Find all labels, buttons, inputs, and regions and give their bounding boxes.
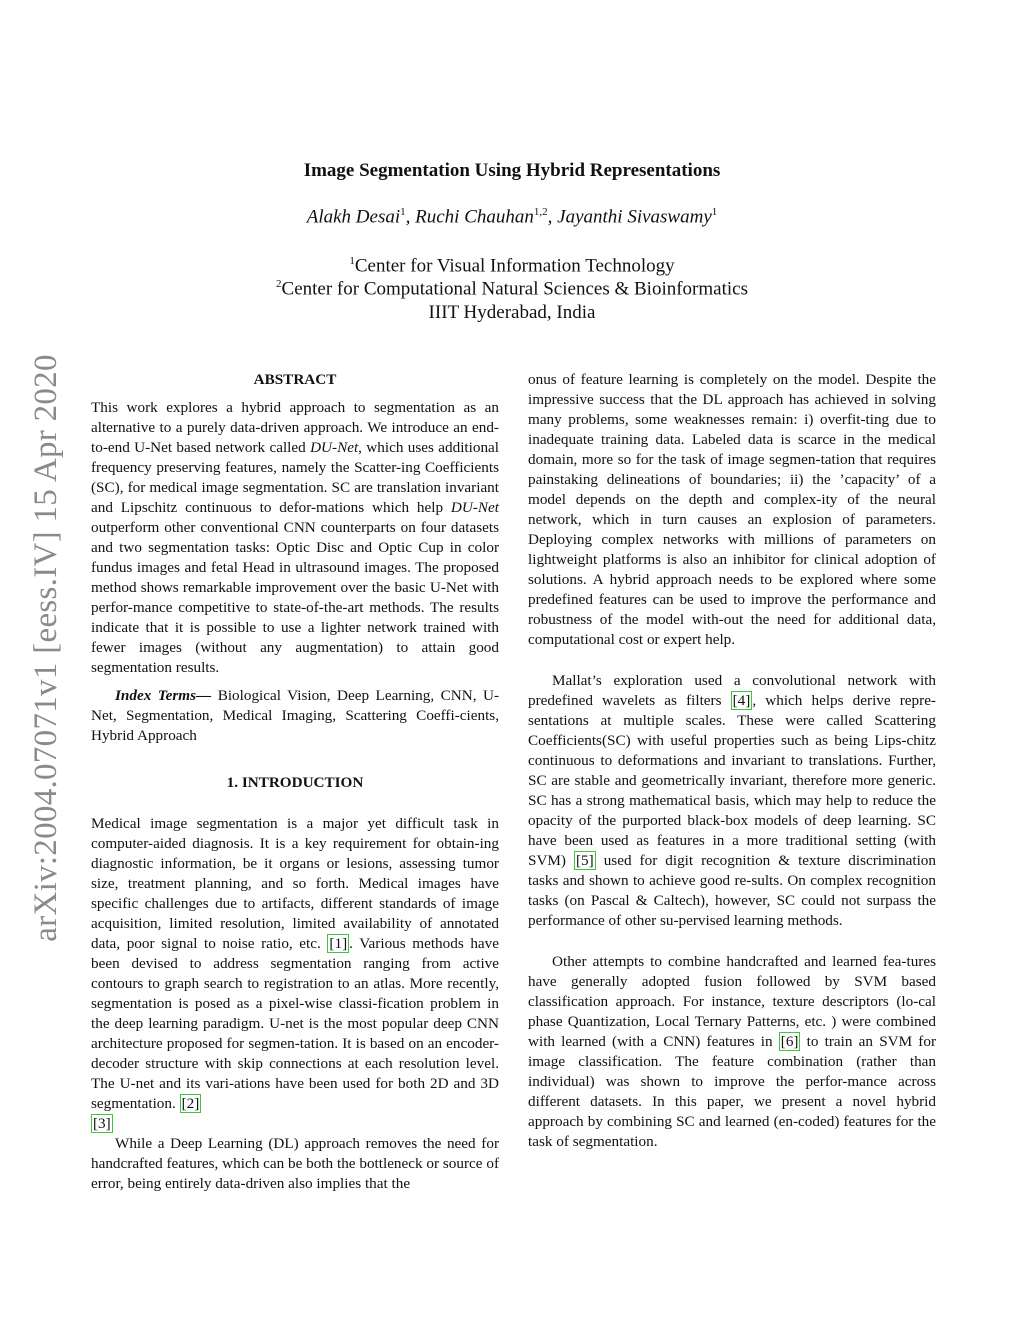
affiliation-text: Center for Visual Information Technology	[354, 255, 675, 277]
affiliation-mark: 1	[349, 255, 355, 267]
paragraph-text: , which helps derive repre-sentations at multiple scales. These were called Scattering Coefficients(SC) with useful properties such as being Lips-chitz continuous to deformations and invariant to translations. Further, SC are stable and geometrically invariant, therefore more generic. SC has a strong mathematical basis, which may help to reduce the opacity of the purported black-box models of deep learning. SC have been used as features in a more traditional setting (with SVM)	[528, 692, 936, 869]
author-affiliation-mark: 1	[711, 206, 718, 218]
left-column	[91, 370, 499, 1194]
method-name: DU-Net	[310, 439, 359, 456]
citation-link[interactable]: [2]	[181, 1095, 200, 1112]
abstract-text: This work explores a hybrid approach to segmentation as an alternative to a purely data-driven approach. We introduce an end-to-end U-Net based network called	[91, 399, 499, 456]
affiliation-text: Center for Computational Natural Sciences & Bioinformatics	[281, 278, 748, 300]
author-name: Jayanthi Sivaswamy	[557, 206, 712, 228]
citation-link[interactable]: [4]	[732, 692, 751, 709]
arxiv-identifier: arXiv:2004.07071v1 [eess.IV] 15 Apr 2020	[28, 354, 64, 942]
index-terms-label: Index Terms—	[115, 687, 212, 704]
method-name: DU-Net	[450, 499, 499, 516]
author-name: Alakh Desai	[306, 206, 401, 228]
abstract-text: , which uses additional frequency preserving features, namely the Scatter-ing Coefficients (SC), for medical image segmentation. SC are translation invariant and Lipschitz continuous to defor-mations which help	[91, 439, 500, 516]
paragraph-text: Mallat’s exploration used a convolutional network with predefined wavelets as filters	[528, 672, 936, 709]
paragraph-text: to train an SVM for image classification. The feature combination (rather than individual) was shown to improve the perfor-mance across different datasets. In this paper, we present a novel hybrid approach by combining SC and learned (en-coded) features for the task of segmentation.	[528, 1033, 936, 1150]
intro-paragraph	[91, 814, 499, 1134]
introduction-heading: 1. INTRODUCTION	[226, 774, 364, 791]
paragraph-text: . Various methods have been devised to address segmentation ranging from active contours to graph search to registration to an atlas. More recently, segmentation is posed as a pixel-wise classi-fication problem in the deep learning paradigm. U-net is the most popular deep CNN architecture proposed for segmen-tation. It is based on an encoder-decoder structure with skip connections at each resolution level. The U-net and its vari-ations have been used for both 2D and 3D segmentation.	[91, 935, 499, 1112]
index-terms-text: Biological Vision, Deep Learning, CNN, U-Net, Segmentation, Medical Imaging, Scattering Coeffi-cients, Hybrid Approach	[91, 687, 500, 744]
intro-paragraph: onus of feature learning is completely on the model. Despite the impressive success that the DL approach has achieved in solving many problems, some weaknesses remain: i) overfit-ting due to inadequate training data. Labeled data is scarce in the medical domain, more so for the task of image segmen-tation that requires painstaking delineations of boundaries; ii) the ’capacity’ of a model depends on the depth and complex-ity of the neural network, which in turn causes an explosion of parameters. Deploying complex networks with millions of parameters on lightweight platforms is also an inhibitor for clinical adoption of solutions. A hybrid approach needs to be explored where some predefined features can be used to improve the performance and robustness of the model with-out the need for additional data, computational cost or expert help.	[528, 371, 936, 648]
affiliation-line	[0, 302, 1024, 324]
paragraph-text: Medical image segmentation is a major yet difficult task in computer-aided diagnosis. It is a key requirement for obtain-ing diagnostic information, be it organs or lesions, assessing tumor size, treatment planning, and so forth. Medical images have specific challenges due to artifacts, different standards of image acquisition, limited resolution, limited availability of annotated data, poor signal to noise ratio, etc.	[91, 815, 499, 952]
paper-title: Image Segmentation Using Hybrid Representations	[303, 160, 721, 181]
right-column	[528, 370, 936, 1152]
author-name: Ruchi Chauhan	[415, 206, 534, 228]
affiliation-mark: 2	[276, 278, 282, 290]
citation-link[interactable]: [5]	[575, 852, 594, 869]
affiliation-text: IIIT Hyderabad, India	[428, 302, 596, 323]
citation-link[interactable]: [3]	[93, 1115, 111, 1132]
abstract-body	[91, 398, 499, 678]
intro-paragraph	[528, 671, 936, 931]
paragraph-text: Other attempts to combine handcrafted and learned fea-tures have generally adopted fusion followed by SVM based classification approach. For instance, texture descriptors (lo-cal phase Quantization, Local Ternary Patterns, etc. ) were combined with learned (with a CNN) features in	[528, 953, 936, 1050]
citation-link[interactable]: [6]	[780, 1033, 799, 1050]
intro-paragraph: While a Deep Learning (DL) approach removes the need for handcrafted features, which can be both the bottleneck or source of error, being entirely data-driven also implies that the	[91, 1135, 499, 1192]
index-terms	[91, 686, 499, 746]
author-list: Alakh Desai$^1$, Ruchi Chauhan$^{1,2}$, Jayanthi Sivaswamy$^1$	[306, 206, 718, 228]
affiliation-line	[0, 255, 1024, 277]
intro-paragraph	[528, 952, 936, 1152]
affiliation-line	[0, 278, 1024, 300]
author-affiliation-mark: 1,2	[533, 206, 548, 218]
paragraph-text: used for digit recognition & texture discrimination tasks and shown to achieve good re-sults. On complex recognition tasks (on Pascal & Caltech), however, SC could not surpass the performance of other su-pervised learning methods.	[528, 852, 936, 929]
abstract-heading: ABSTRACT	[253, 371, 337, 388]
abstract-text: outperform other conventional CNN counterparts on four datasets and two segmentation tasks: Optic Disc and Optic Cup in color fundus images and fetal Head in ultrasound images. The proposed method shows remarkable improvement over the basic U-Net with perfor-mance competitive to state-of-the-art methods. The results indicate that it is possible to use a lighter network trained with fewer images (without any augmentation) to attain good segmentation results.	[91, 519, 499, 676]
citation-link[interactable]: [1]	[329, 935, 348, 952]
author-affiliation-mark: 1	[400, 206, 406, 218]
